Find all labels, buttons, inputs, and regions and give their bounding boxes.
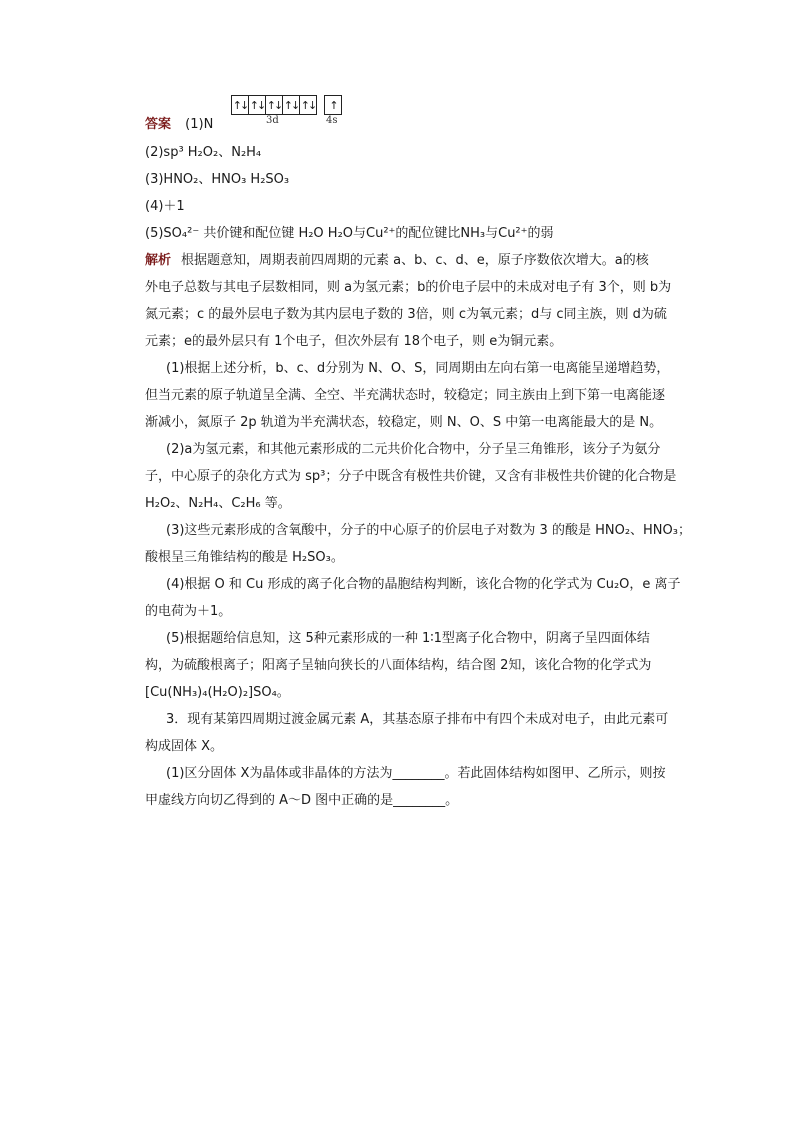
- analysis-p2-line: 子，中心原子的杂化方式为 sp³；分子中既含有极性共价键，又含有非极性共价键的化合物是: [145, 469, 677, 484]
- analysis-line: 外电子总数与其电子层数相同，则 a为氢元素；b的价电子层中的未成对电子有 3个，则 b为: [145, 280, 672, 295]
- question3-stem-line: 3．现有某第四周期过渡金属元素 A，其基态原子排布中有四个未成对电子，由此元素可: [166, 712, 669, 727]
- analysis-p4-line: 的电荷为＋1。: [145, 604, 232, 619]
- analysis-p2-line: (2)a为氢元素，和其他元素形成的二元共价化合物中，分子呈三角锥形，该分子为氨分: [166, 442, 661, 457]
- analysis-p5-line: (5)根据题给信息知，这 5种元素形成的一种 1∶1型离子化合物中，阴离子呈四面体结: [166, 631, 650, 646]
- analysis-p5-line: [Cu(NH₃)₄(H₂O)₂]SO₄。: [145, 685, 290, 700]
- 4s-orbital-box: ↑: [329, 98, 337, 112]
- orbital-4s-boxes: [324, 95, 342, 115]
- orbital-4s-label: 4s: [326, 115, 338, 126]
- 3d-orbital-box: ↑↓: [249, 96, 266, 114]
- 3d-orbital-box: ↑↓: [283, 96, 300, 114]
- analysis-p1-line: 渐减小，氮原子 2p 轨道为半充满状态，较稳定，则 N、O、S 中第一电离能最大的是 N。: [145, 415, 663, 430]
- analysis-text: 根据题意知，周期表前四周期的元素 a、b、c、d、e，原子序数依次增大。a的核: [181, 253, 649, 268]
- analysis-line-1: [145, 251, 655, 271]
- 3d-orbital-box: ↑↓: [232, 96, 249, 114]
- analysis-line: 元素；e的最外层只有 1个电子，但次外层有 18个电子，则 e为铜元素。: [145, 334, 563, 349]
- orbital-3d-label: 3d: [266, 115, 279, 126]
- answer-line-1: [145, 115, 655, 135]
- analysis-p1-line: (1)根据上述分析，b、c、d分别为 N、O、S，同周期由左向右第一电离能呈递增趋势，: [166, 361, 670, 376]
- answer-q3: (3)HNO₂、HNO₃ H₂SO₃: [145, 172, 290, 187]
- analysis-line: 氮元素；c 的最外层电子数为其内层电子数的 3倍，则 c为氧元素；d与 c同主族，则 d为硫: [145, 307, 667, 322]
- question3-sub1-line: (1)区分固体 X为晶体或非晶体的方法为________。若此固体结构如图甲、乙所示，则按: [166, 766, 666, 781]
- analysis-p3-line: (3)这些元素形成的含氧酸中，分子的中心原子的价层电子对数为 3 的酸是 HNO₂、HNO₃；: [166, 523, 691, 538]
- answer-q2: (2)sp³ H₂O₂、N₂H₄: [145, 145, 262, 160]
- analysis-p1-line: 但当元素的原子轨道呈全满、全空、半充满状态时，较稳定；同主族由上到下第一电离能逐: [145, 388, 666, 403]
- question3-stem-line: 构成固体 X。: [145, 739, 224, 754]
- answer-keyword: 答案: [145, 117, 172, 132]
- answer-q5: (5)SO₄²⁻ 共价键和配位键 H₂O H₂O与Cu²⁺的配位键比NH₃与Cu²⁺的弱: [145, 226, 554, 241]
- question3-sub1-line: 甲虚线方向切乙得到的 A～D 图中正确的是________。: [145, 793, 459, 808]
- 3d-orbital-box: ↑↓: [300, 98, 316, 112]
- analysis-p4-line: (4)根据 O 和 Cu 形成的离子化合物的晶胞结构判断，该化合物的化学式为 Cu₂O，e 离子: [166, 577, 681, 592]
- analysis-p3-line: 酸根呈三角锥结构的酸是 H₂SO₃。: [145, 550, 344, 565]
- answer-q1: (1)N: [185, 117, 214, 132]
- orbital-3d-boxes: [231, 95, 317, 115]
- analysis-keyword: 解析: [145, 253, 172, 268]
- analysis-p5-line: 构，为硫酸根离子；阳离子呈轴向狭长的八面体结构，结合图 2知，该化合物的化学式为: [145, 658, 652, 673]
- answer-q4: (4)＋1: [145, 199, 185, 214]
- analysis-p2-line: H₂O₂、N₂H₄、C₂H₆ 等。: [145, 496, 291, 511]
- 3d-orbital-box: ↑↓: [266, 96, 283, 114]
